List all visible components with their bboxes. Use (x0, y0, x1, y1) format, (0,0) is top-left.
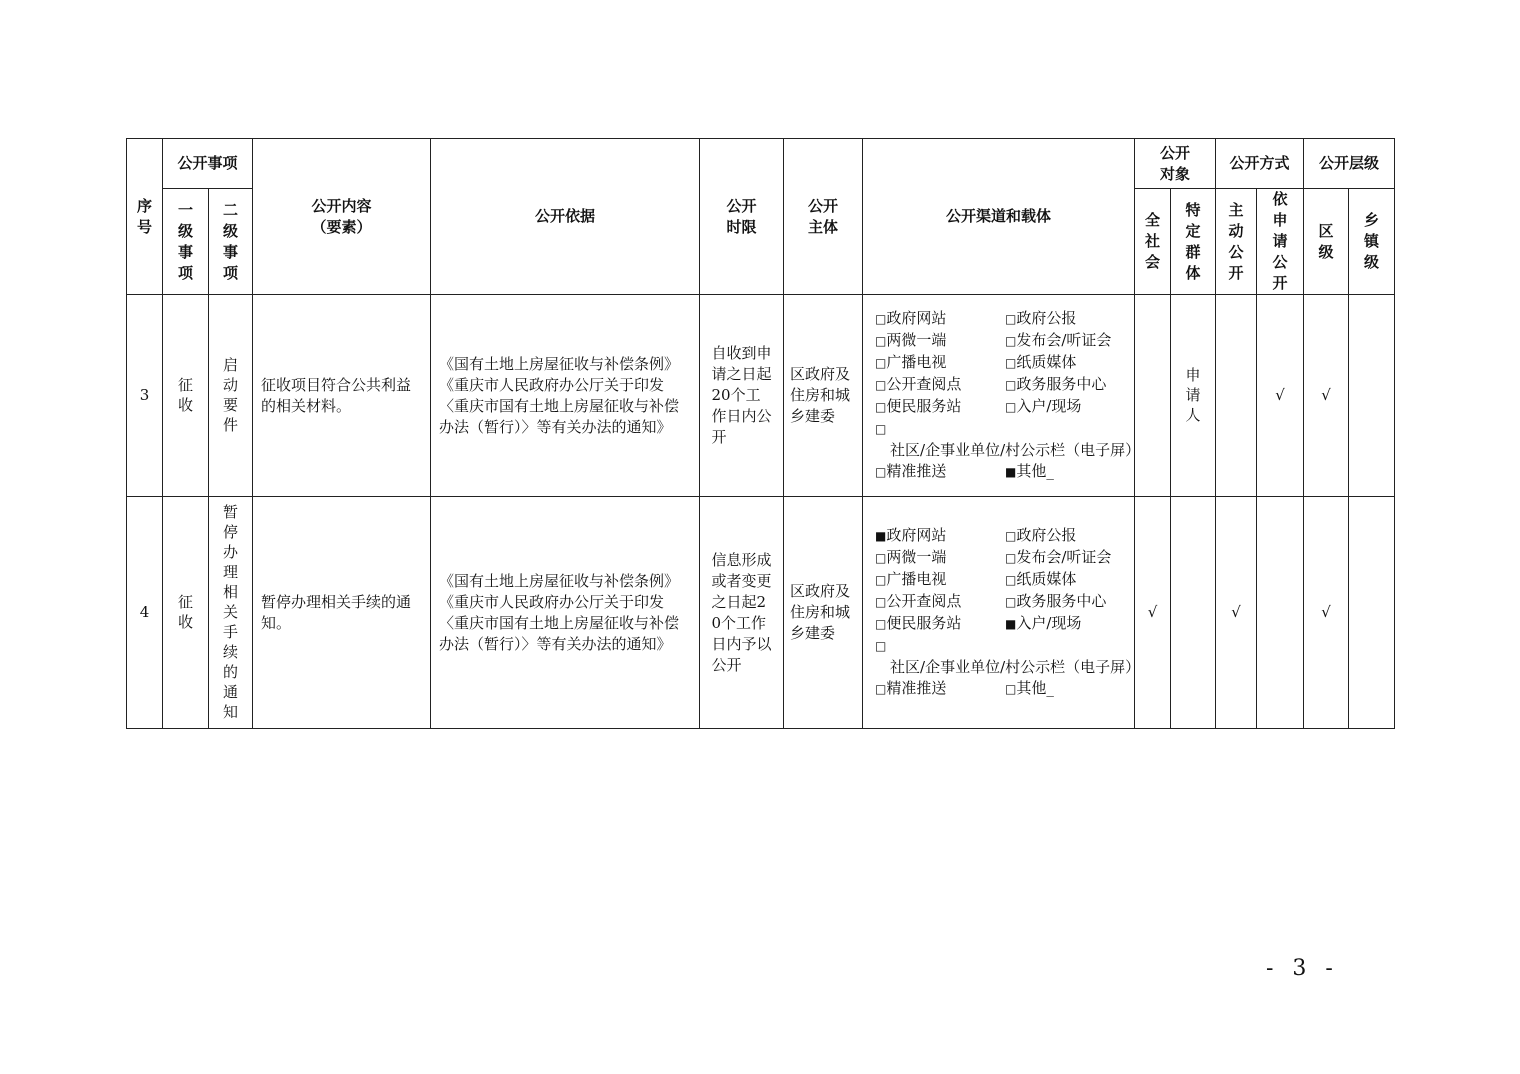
header-time-limit: 公开 时限 (700, 139, 784, 295)
channel-item: □两微一端 (875, 331, 947, 349)
channel-item: □精准推送 (875, 462, 947, 480)
table-row (127, 295, 1395, 497)
row-level2: 暂停办理相关手续的通知 (209, 497, 253, 729)
channel-item: □广播电视 (875, 353, 947, 371)
row-seq: 3 (127, 295, 163, 497)
page-number: - 3 - (1266, 956, 1339, 981)
channel-item: □政务服务中心 (1005, 375, 1107, 393)
row-time-limit: 自收到申请之日起20个工作日内公开 (700, 295, 784, 497)
disclosure-table (126, 138, 1395, 729)
header-method-apply: 依申请公开 (1257, 189, 1304, 295)
row-time-limit: 信息形成或者变更之日起20个工作日内予以公开 (700, 497, 784, 729)
channel-item: □发布会/听证会 (1005, 548, 1112, 566)
row-target-all: √ (1135, 497, 1171, 729)
channel-item: ■其他_ (1005, 462, 1054, 480)
row-method-active (1216, 295, 1257, 497)
channel-item: □其他_ (1005, 679, 1054, 697)
header-subject: 公开 主体 (784, 139, 863, 295)
channel-item: □社区/企事业单位/村公示栏（电子屏） (875, 422, 1141, 459)
channel-item: □精准推送 (875, 679, 947, 697)
channel-item: ■政府网站 (875, 526, 947, 544)
row-level1: 征收 (163, 295, 209, 497)
header-basis: 公开依据 (431, 139, 700, 295)
header-content: 公开内容 （要素） (253, 139, 431, 295)
channel-list (863, 308, 1141, 483)
row-subject: 区政府及住房和城乡建委 (784, 295, 863, 497)
channel-item: □纸质媒体 (1005, 353, 1077, 371)
header-channel: 公开渠道和载体 (863, 139, 1135, 295)
row-channels (863, 497, 1141, 729)
row-level-town (1349, 295, 1395, 497)
header-level: 公开层级 (1304, 139, 1395, 189)
header-level-town: 乡镇级 (1349, 189, 1395, 295)
channel-item: □社区/企事业单位/村公示栏（电子屏） (875, 639, 1141, 676)
row-method-active: √ (1216, 497, 1257, 729)
header-method: 公开方式 (1216, 139, 1304, 189)
channel-item: □公开查阅点 (875, 592, 962, 610)
channel-item: □政府公报 (1005, 309, 1077, 327)
row-content: 暂停办理相关手续的通知。 (253, 497, 431, 729)
header-seq: 序号 (127, 139, 163, 295)
row-basis: 《国有土地上房屋征收与补偿条例》 《重庆市人民政府办公厅关于印发〈重庆市国有土地上房屋征收与补偿办法（暂行）〉等有关办法的通知》 (431, 497, 700, 729)
row-seq: 4 (127, 497, 163, 729)
row-level-district: √ (1304, 295, 1349, 497)
channel-item: □政府公报 (1005, 526, 1077, 544)
channel-item: □纸质媒体 (1005, 570, 1077, 588)
header-level2: 二级事项 (209, 189, 253, 295)
header-method-active: 主动公开 (1216, 189, 1257, 295)
row-target-specific (1171, 497, 1216, 729)
row-level1: 征收 (163, 497, 209, 729)
row-target-all (1135, 295, 1171, 497)
row-content: 征收项目符合公共利益的相关材料。 (253, 295, 431, 497)
channel-item: ■入户/现场 (1005, 614, 1082, 632)
row-level-district: √ (1304, 497, 1349, 729)
header-target-specific: 特定群体 (1171, 189, 1216, 295)
channel-item: □政府网站 (875, 309, 947, 327)
row-subject: 区政府及住房和城乡建委 (784, 497, 863, 729)
channel-item: □政务服务中心 (1005, 592, 1107, 610)
table-row (127, 497, 1395, 729)
channel-item: □发布会/听证会 (1005, 331, 1112, 349)
row-level2: 启动要件 (209, 295, 253, 497)
channel-item: □入户/现场 (1005, 397, 1082, 415)
channel-list (863, 525, 1141, 700)
header-target: 公开 对象 (1135, 139, 1216, 189)
channel-item: □公开查阅点 (875, 375, 962, 393)
row-target-specific: 申请人 (1171, 295, 1216, 497)
row-basis: 《国有土地上房屋征收与补偿条例》 《重庆市人民政府办公厅关于印发〈重庆市国有土地上房屋征收与补偿办法（暂行）〉等有关办法的通知》 (431, 295, 700, 497)
row-method-apply: √ (1257, 295, 1304, 497)
channel-item: □便民服务站 (875, 397, 962, 415)
header-level1: 一级事项 (163, 189, 209, 295)
row-channels (863, 295, 1141, 497)
row-level-town (1349, 497, 1395, 729)
header-items: 公开事项 (163, 139, 253, 189)
header-target-all: 全社会 (1135, 189, 1171, 295)
channel-item: □广播电视 (875, 570, 947, 588)
header-level-district: 区级 (1304, 189, 1349, 295)
row-method-apply (1257, 497, 1304, 729)
channel-item: □两微一端 (875, 548, 947, 566)
channel-item: □便民服务站 (875, 614, 962, 632)
